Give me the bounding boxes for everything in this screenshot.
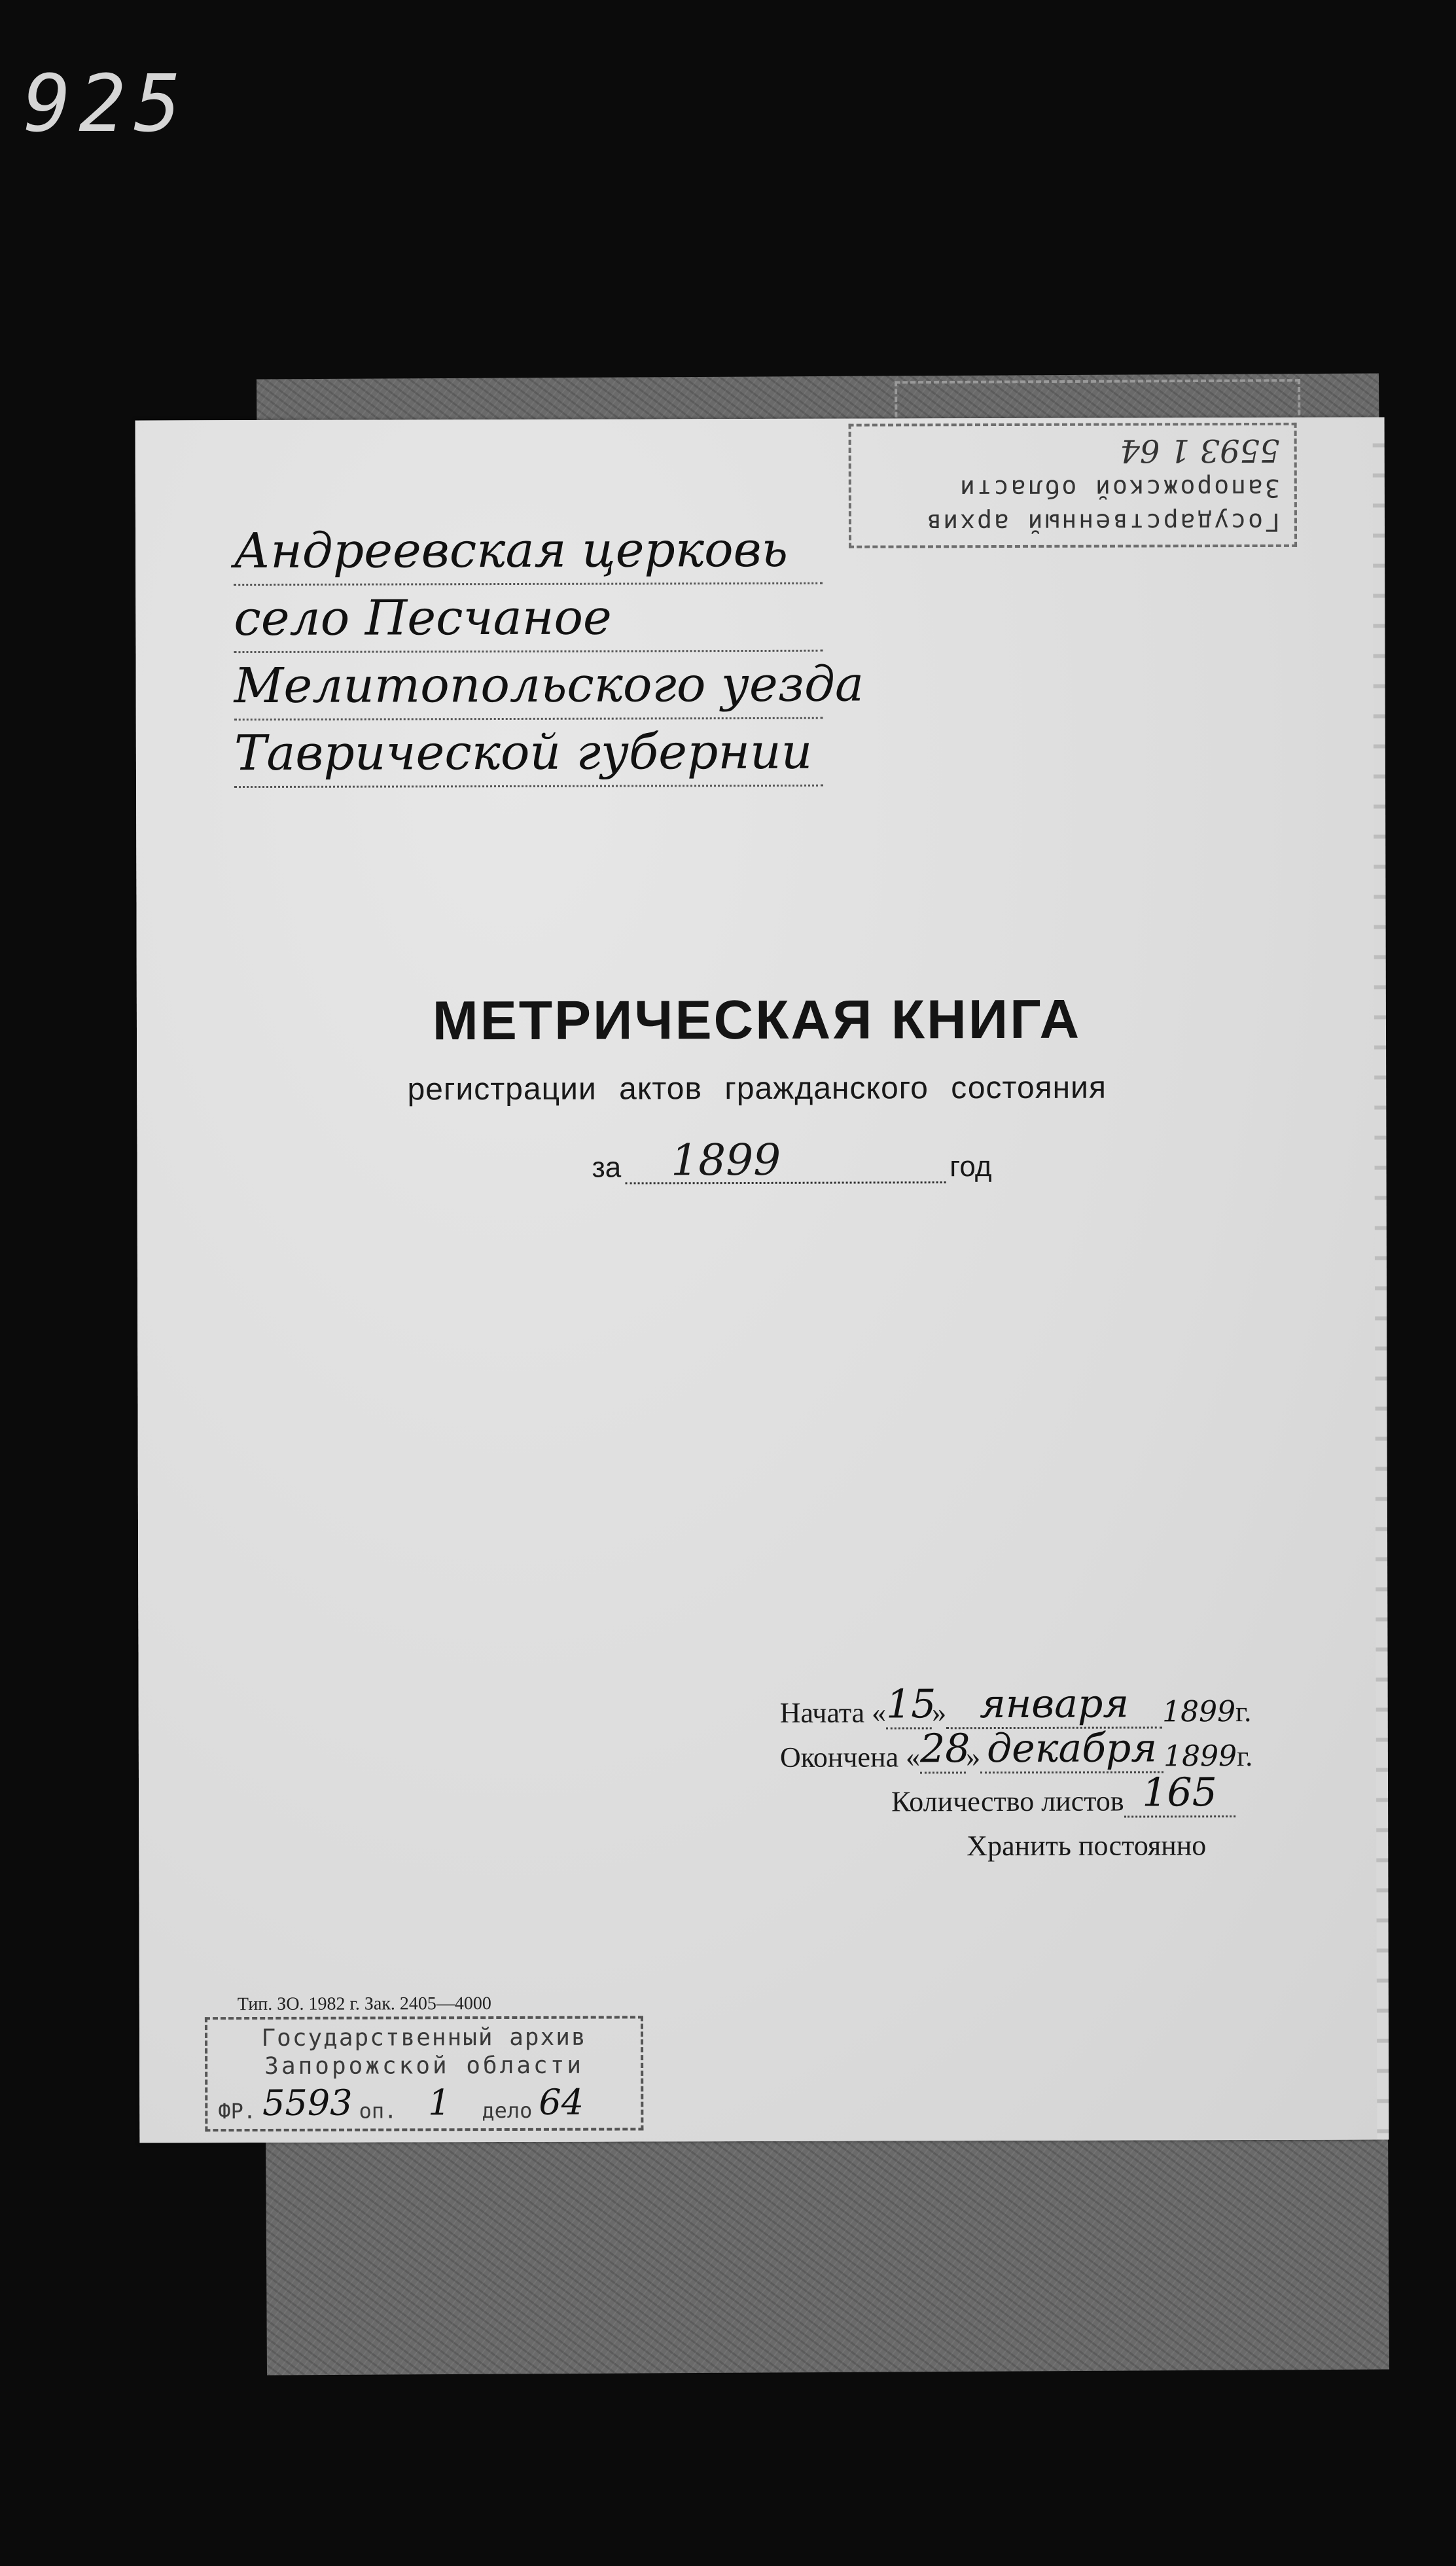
started-mid: » — [932, 1696, 947, 1729]
frame-number: 925 — [24, 59, 189, 150]
ended-mid: » — [966, 1741, 981, 1773]
parish-village: село Песчаное — [234, 584, 823, 653]
sheet-frayed-edge — [1373, 417, 1389, 2139]
ended-suffix: г. — [1237, 1740, 1253, 1773]
started-suffix: г. — [1235, 1696, 1252, 1728]
opis-number: 1 — [428, 2082, 451, 2124]
parish-church: Андреевская церковь — [234, 517, 823, 586]
stamp-top-line-3: 5593 1 64 — [1120, 431, 1280, 469]
parish-guberniya: Таврической губернии — [234, 719, 823, 788]
keep-row — [967, 1817, 1317, 1862]
archive-stamp-line-1: Государственный архив — [261, 2023, 587, 2052]
delo-label: дело — [482, 2097, 533, 2124]
dates-block — [779, 1681, 1317, 1863]
ended-label: Окончена « — [779, 1741, 921, 1773]
delo-number: 64 — [539, 2081, 584, 2123]
parish-handwritten-block — [233, 517, 864, 788]
parish-uezd: Мелитопольского уезда — [234, 652, 823, 721]
ended-row — [779, 1725, 1317, 1774]
keep-label: Хранить постоянно — [967, 1829, 1207, 1862]
book-subtitle: регистрации актов гражданского состояния — [407, 1070, 1107, 1107]
ended-year: 1899 — [1163, 1739, 1237, 1773]
leaves-label: Количество листов — [891, 1785, 1124, 1818]
archive-stamp-reference — [218, 2082, 630, 2124]
year-line — [592, 1134, 992, 1186]
fond-label: ФР. — [218, 2099, 257, 2124]
archive-stamp-bottom — [205, 2016, 643, 2131]
started-year: 1899 — [1162, 1695, 1236, 1729]
archive-stamp-line-2: Запорожской области — [264, 2052, 584, 2080]
started-row — [779, 1681, 1317, 1730]
opis-label: оп. — [359, 2098, 397, 2124]
leaves-row — [891, 1770, 1317, 1819]
started-month: января — [946, 1681, 1162, 1729]
started-day: 15 — [886, 1681, 932, 1729]
stamp-top-line-1: Государственный архив — [924, 507, 1281, 538]
year-value: 1899 — [625, 1138, 946, 1184]
printer-note: Тип. ЗО. 1982 г. Зак. 2405—4000 — [237, 1993, 491, 2015]
ended-month: декабря — [980, 1725, 1163, 1773]
book-title: МЕТРИЧЕСКАЯ КНИГА — [432, 988, 1082, 1052]
cover-sheet — [135, 418, 1380, 2143]
leaves-count: 165 — [1124, 1770, 1235, 1817]
year-suffix: год — [950, 1150, 992, 1183]
archive-stamp-top-inverted — [849, 423, 1297, 548]
stamp-top-line-2: Запорожской области — [958, 473, 1280, 504]
started-label: Начата « — [779, 1696, 887, 1729]
year-prefix: за — [592, 1151, 622, 1184]
ended-day: 28 — [920, 1726, 966, 1773]
fond-number: 5593 — [262, 2082, 353, 2124]
